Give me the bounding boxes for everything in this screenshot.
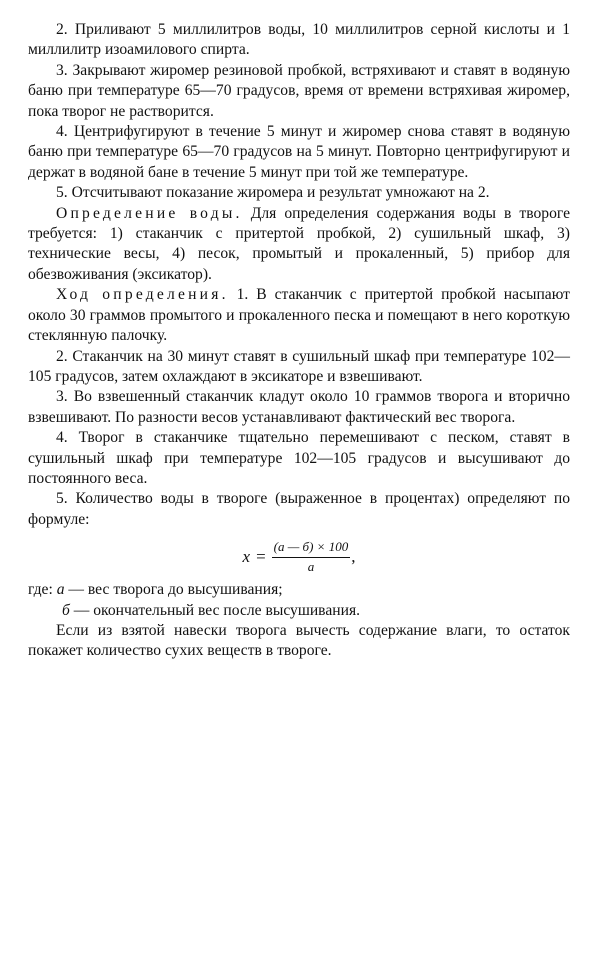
paragraph-water-determination [28, 204, 570, 286]
paragraph-step-4: 4. Центрифугируют в течение 5 минут и жиромер снова ставят в водяную баню при температуре 65—70 градусов на 5 минут. Повторно центрифугируют и держат в водяной бане в течение 5 минут при той же температуре. [28, 123, 570, 181]
paragraph-procedure [28, 285, 570, 346]
legend-where: где: [28, 581, 53, 599]
legend-var-a: a [56, 581, 65, 599]
formula-fraction [272, 539, 351, 575]
legend-line-b [28, 601, 570, 621]
paragraph-step-2: 2. Приливают 5 миллилитров воды, 10 миллилитров серной кислоты и 1 миллилитр изоамилового спирта. [28, 21, 570, 59]
legend-def-a: — вес творога до высушивания; [68, 581, 283, 599]
paragraph-procedure-step-2: 2. Стаканчик на 30 минут ставят в сушильный шкаф при температуре 102—105 градусов, затем охлаждают в эксикаторе и взвешивают. [28, 347, 570, 385]
paragraph-dry-matter: Если из взятой навески творога вычесть содержание влаги, то остаток покажет количество сухих веществ в твороге. [28, 621, 570, 660]
legend-line-a [28, 580, 570, 600]
section-heading-procedure: Ход определения. [56, 286, 229, 304]
legend-def-b: — окончательный вес после высушивания. [73, 601, 361, 619]
paragraph-procedure-step-5: 5. Количество воды в твороге (выраженное в процентах) определяют по формуле: [28, 490, 570, 528]
formula-denominator: a [307, 559, 315, 575]
paragraph-step-5: 5. Отсчитывают показание жиромера и результат умножают на 2. [56, 184, 490, 202]
paragraph-water-text: Для определения содержания воды в твороге требуется: 1) стаканчик с притертой пробкой, 2) сушильный шкаф, 3) технические весы, 4) песок, промытый и прокаленный, 5) прибор для обезвоживания (эксикатор). [28, 204, 571, 283]
paragraph-procedure-step-3: 3. Во взвешенный стаканчик кладут около 10 граммов творога и вторично взвешивают. По разности весов устанавливают фактический вес творога. [28, 388, 570, 426]
legend-var-b: б [62, 601, 70, 619]
section-heading-water: Определение воды. [56, 204, 243, 222]
paragraph-step-3: 3. Закрывают жиромер резиновой пробкой, встряхивают и ставят в водяную баню при температуре 65—70 градусов, время от времени встряхивая жиромер, пока творог не растворится. [28, 61, 570, 120]
formula-equals: = [256, 547, 266, 567]
formula-comma: , [351, 547, 356, 567]
paragraph-procedure-step-4: 4. Творог в стаканчике тщательно перемешивают с песком, ставят в сушильный шкаф при температуре 102—105 градусов и высушивают до постоянного веса. [28, 429, 570, 487]
formula-numerator: (a — б) × 100 [272, 539, 351, 558]
water-content-formula [28, 536, 570, 578]
paragraph-procedure-text: 1. В стаканчик с притертой пробкой насыпают около 30 граммов промытого и прокаленного песка и помещают в него короткую стеклянную палочку. [28, 286, 570, 345]
formula-lhs: x [242, 547, 251, 567]
